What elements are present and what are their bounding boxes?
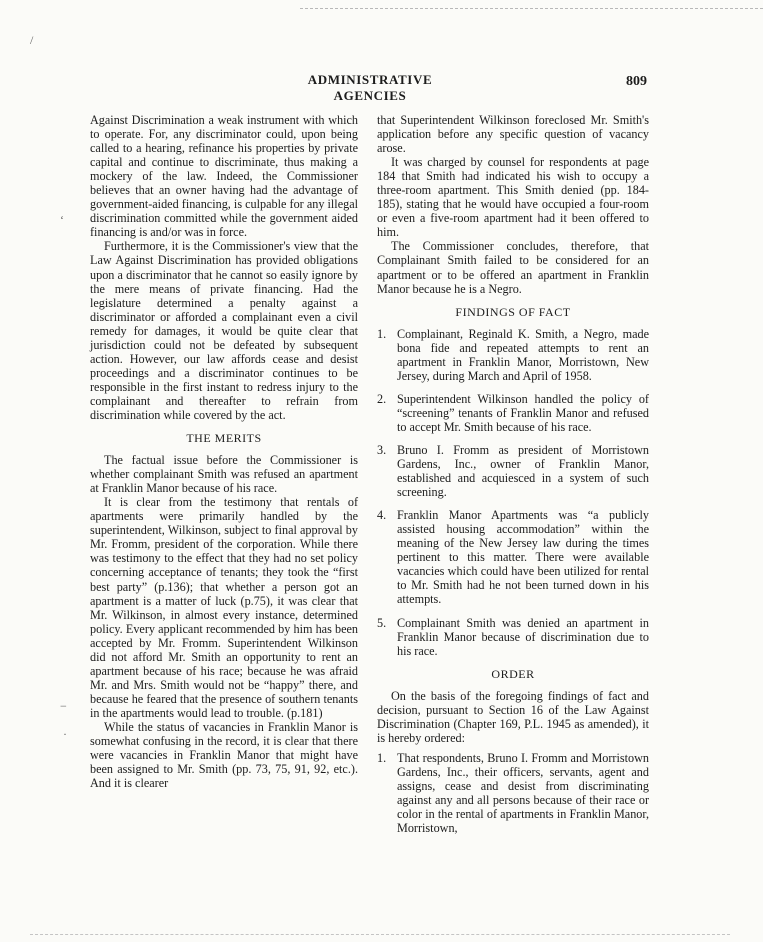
left-column xyxy=(90,113,358,790)
findings-list xyxy=(377,327,649,658)
item-text: Superintendent Wilkinson handled the policy of “screening” tenants of Franklin Manor and refused to accept Mr. Smith because of his race. xyxy=(397,391,649,434)
item-number: 4. xyxy=(377,508,387,523)
section-heading-order: ORDER xyxy=(491,666,535,681)
running-head: ADMINISTRATIVE AGENCIES xyxy=(307,72,433,103)
scan-top-edge xyxy=(300,8,763,9)
item-number: 5. xyxy=(377,615,387,630)
item-number: 3. xyxy=(377,442,387,457)
item-number: 1. xyxy=(377,326,387,341)
item-number: 2. xyxy=(377,391,387,406)
item-text: Complainant, Reginald K. Smith, a Negro, made bona fide and repeated attempts to rent an apartment in Franklin Manor, Morristown, New Jersey, during March and April of 1958. xyxy=(397,326,649,383)
section-heading-findings: FINDINGS OF FACT xyxy=(455,304,571,319)
paragraph: While the status of vacancies in Franklin Manor is somewhat confusing in the record, it is clear that there were vacancies in Franklin Manor that might have been assigned to Mr. Smith (pp. 73, 75, 91, 92, etc.). And it is clearer xyxy=(90,719,358,791)
paragraph: The Commissioner concludes, therefore, that Complainant Smith failed to be considered for an apartment or to be offered an apartment in Franklin Manor because he is a Negro. xyxy=(377,239,649,296)
paragraph: Furthermore, it is the Commissioner's view that the Law Against Discrimination has provided obligations upon a discriminator that he cannot so easily ignore by the mere means of private financing. Had the legislature determined a penalty against a discriminator or afforded a complainant even a civil remedy for damages, it would be quite clear that jurisdiction could not be defeated by subsequent action. However, our law affords cease and desist proceedings and a discriminator continues to be responsible in the first instant to redress injury to the complainant and thereafter to refrain from discrimination while covered by the act. xyxy=(90,239,358,422)
item-text: That respondents, Bruno I. Fromm and Morristown Gardens, Inc., their officers, servants, agent and assigns, cease and desist from discriminating against any and all persons because of their race or color in the rental of apartments in Franklin Manor, Morristown, xyxy=(397,750,649,836)
right-column xyxy=(377,113,649,844)
order-item xyxy=(377,751,649,835)
section-heading-merits: THE MERITS xyxy=(186,431,262,446)
scan-mark: ‘ xyxy=(60,213,64,227)
item-text: Complainant Smith was denied an apartment in Franklin Manor because of discrimination due to his race. xyxy=(397,615,649,658)
item-text: Bruno I. Fromm as president of Morristown Gardens, Inc., owner of Franklin Manor, established and acquiesced in a system of such screening. xyxy=(397,442,649,500)
item-number: 1. xyxy=(377,750,387,765)
paragraph: It is clear from the testimony that rentals of apartments were primarily handled by the superintendent, Wilkinson, subject to final approval by Mr. Fromm, president of the corporation. While there was testimony to the effect that they had no set policy concerning acceptance of tenants; they took the “first best party” (p.136); that whether a person got an apartment is a matter of luck (p.75), it was clear that Mr. Wilkinson, in almost every instance, determined policy. Every applicant recommended by him has been accepted by Mr. Fromm. Superintendent Wilkinson did not afford Mr. Smith an opportunity to rent an apartment because of his race; because he was afraid Mr. and Mrs. Smith would not be “happy” there, and because he feared that the presence of southern tenants in the apartments would lead to trouble. (p.181) xyxy=(90,495,358,720)
paragraph: that Superintendent Wilkinson foreclosed Mr. Smith's application before any specific question of vacancy arose. xyxy=(377,113,649,156)
finding-item xyxy=(377,443,649,499)
paragraph: Against Discrimination a weak instrument with which to operate. For, any discriminator could, upon being called to a hearing, refinance his properties by private capital and continue to discriminate, thus making a mockery of the law. Indeed, the Commissioner believes that an owner having had the advantage of government-aided financing, is culpable for any illegal discrimination committed while the government aided financing is and/or was in force. xyxy=(90,113,358,240)
finding-item xyxy=(377,508,649,606)
scan-bottom-edge xyxy=(30,934,730,935)
scan-mark: / xyxy=(30,33,34,47)
scan-mark: · xyxy=(63,727,67,741)
order-list xyxy=(377,751,649,835)
item-text: Franklin Manor Apartments was “a publicly assisted housing accommodation” within the meaning of the New Jersey law during the times pertinent to this matter. There were available vacancies which could have been utilized for rental to Mr. Smith had he not been turned down in his attempts. xyxy=(397,508,649,607)
paragraph: The factual issue before the Commissioner is whether complainant Smith was refused an apartment at Franklin Manor because of his race. xyxy=(90,453,358,496)
finding-item xyxy=(377,327,649,383)
paragraph: On the basis of the foregoing findings of fact and decision, pursuant to Section 16 of the Law Against Discrimination (Chapter 169, P.L. 1945 as amended), it is hereby ordered: xyxy=(377,688,649,745)
finding-item xyxy=(377,392,649,434)
finding-item xyxy=(377,616,649,658)
page-number: 809 xyxy=(626,74,647,89)
paragraph: It was charged by counsel for respondents at page 184 that Smith had indicated his wish to occupy a three-room apartment. This Smith denied (pp. 184-185), stating that he would have occupied a four-room or even a five-room apartment had it been offered to him. xyxy=(377,155,649,240)
scan-mark: − xyxy=(60,699,67,713)
